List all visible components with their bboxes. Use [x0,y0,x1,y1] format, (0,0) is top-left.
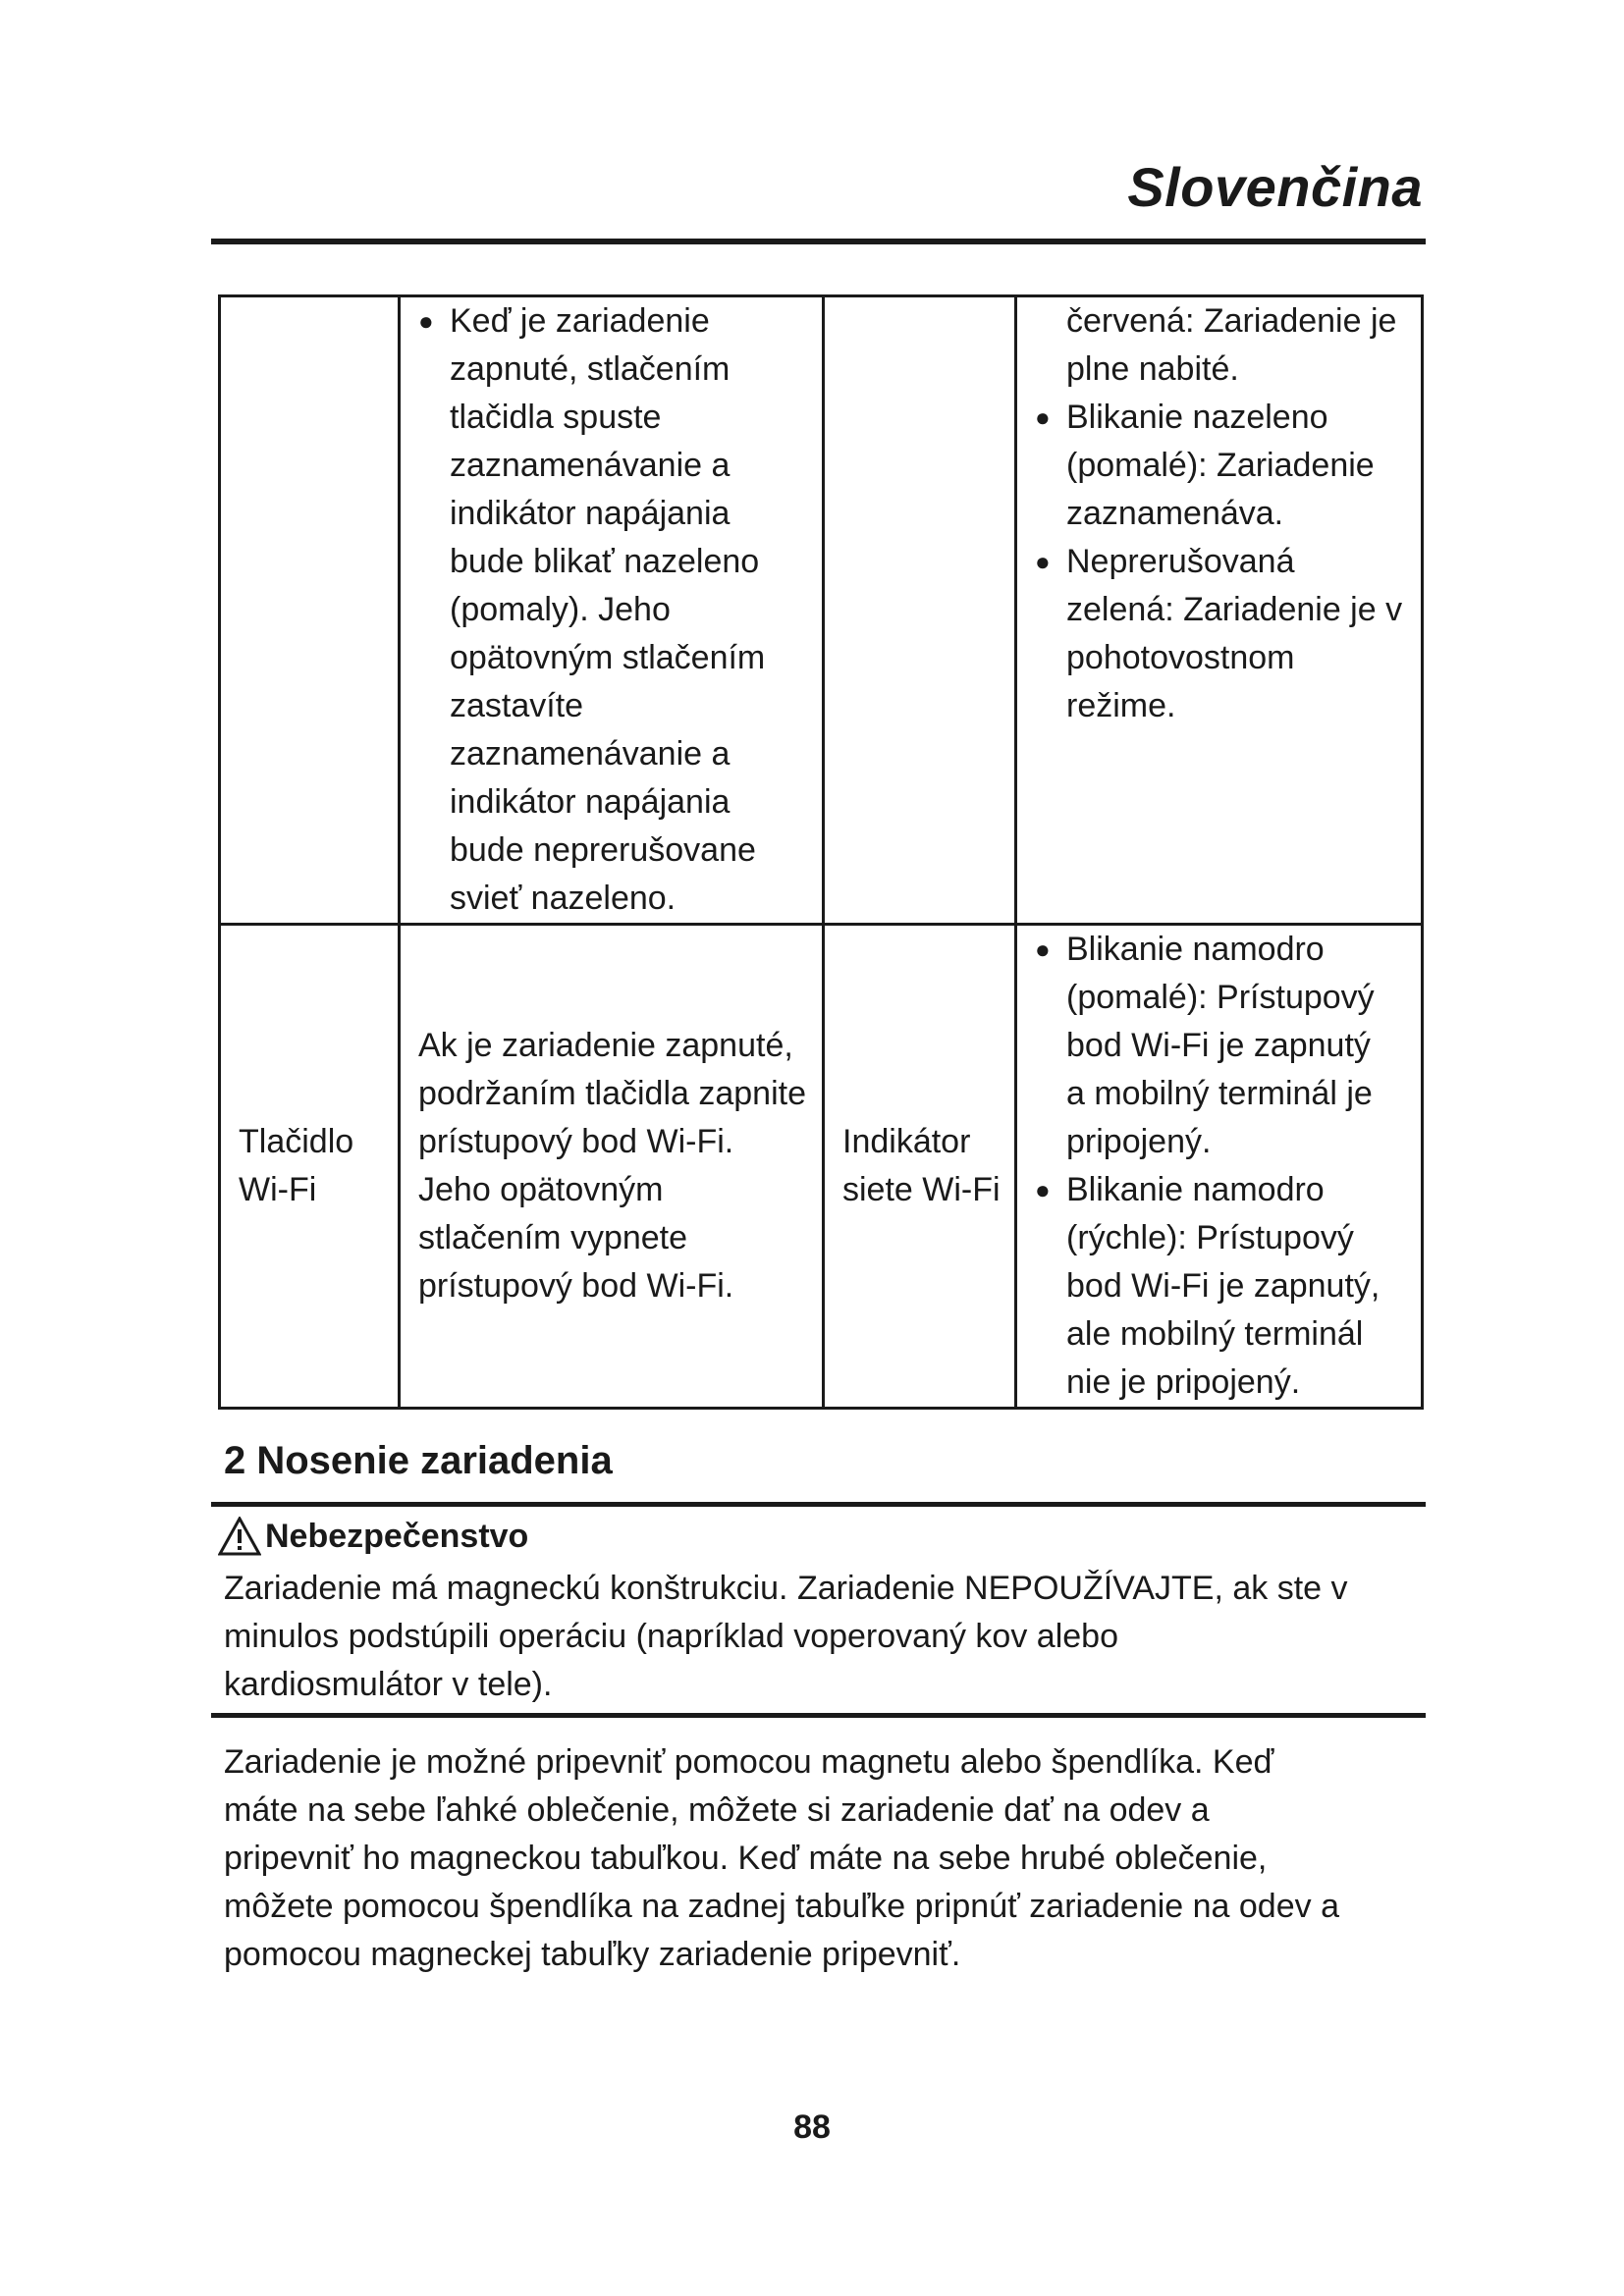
warning-bottom-rule [211,1713,1426,1718]
header-rule [211,239,1426,244]
table-row [220,296,1423,925]
table-cell [220,296,400,925]
text-line: Zariadenie je možné pripevniť pomocou magnetu alebo špendlíka. Keď [224,1743,1274,1781]
warning-label: Nebezpečenstvo [265,1518,529,1555]
cell-line: režime. [1066,687,1176,724]
text-line: pripevniť ho magneckou tabuľkou. Keď máte na sebe hrubé oblečenie, [224,1840,1268,1877]
spec-table [218,294,1424,1410]
cell-line: pohotovostnom [1066,639,1295,676]
cell-line: nie je pripojený. [1066,1363,1301,1401]
list-item: ● Keď je zariadenie [418,297,822,346]
bullet-list [1035,926,1421,974]
warning-top-rule [211,1502,1426,1507]
list-item: ● Blikanie namodro [1035,926,1421,974]
page-number: 88 [793,2109,831,2146]
table-row [220,925,1423,1409]
cell-line: Wi-Fi [239,1171,317,1208]
table-cell [824,925,1016,1409]
cell-line: zaznamenávanie a [450,735,731,773]
table-cell [824,296,1016,925]
cell-line: prístupový bod Wi-Fi. [418,1267,734,1305]
cell-line: svieť nazeleno. [450,880,677,917]
text-line: kardiosmulátor v tele). [224,1666,553,1703]
warning-heading [218,1517,528,1556]
cell-line: (pomalé): Zariadenie [1066,447,1375,484]
cell-line: (rýchle): Prístupový [1066,1219,1354,1256]
bullet-list [418,297,822,346]
page-header-title: Slovenčina [1127,156,1423,218]
cell-line: zastavíte [450,687,584,724]
cell-line: ale mobilný terminál [1066,1315,1364,1353]
text-line: Zariadenie má magneckú konštrukciu. Zariadenie NEPOUŽÍVAJTE, ak ste v [224,1570,1348,1607]
bullet-list [1035,1166,1421,1214]
cell-line: plne nabité. [1066,350,1239,388]
section-title: 2 Nosenie zariadenia [224,1439,613,1482]
cell-line: zapnuté, stlačením [450,350,731,388]
cell-line: bude blikať nazeleno [450,543,760,580]
cell-line: a mobilný terminál je [1066,1075,1373,1112]
cell-line: opätovným stlačením [450,639,766,676]
cell-line: Indikátor [842,1123,971,1160]
cell-line: indikátor napájania [450,495,731,532]
cell-line: bude neprerušovane [450,831,756,869]
cell-line: podržaním tlačidla zapnite [418,1075,807,1112]
cell-line: zaznamenávanie a [450,447,731,484]
list-item: ● Blikanie namodro [1035,1166,1421,1214]
table-cell [1016,296,1423,925]
cell-line: zelená: Zariadenie je v [1066,591,1403,628]
cell-line: Ak je zariadenie zapnuté, [418,1027,793,1064]
cell-line: pripojený. [1066,1123,1212,1160]
cell-line: červená: Zariadenie je [1066,302,1397,340]
text-line: môžete pomocou špendlíka na zadnej tabuľke pripnúť zariadenie na odev a [224,1888,1339,1925]
bullet-list [1035,394,1421,442]
cell-line: Tlačidlo [239,1123,354,1160]
table-cell [1016,925,1423,1409]
text-line: pomocou magneckej tabuľky zariadenie pripevniť. [224,1936,961,1973]
cell-line: indikátor napájania [450,783,731,821]
cell-line: tlačidla spuste [450,399,662,436]
body-paragraph [224,1738,1441,1979]
list-item: ● Blikanie nazeleno [1035,394,1421,442]
text-line: minulos podstúpili operáciu (napríklad voperovaný kov alebo [224,1618,1118,1655]
cell-line: bod Wi-Fi je zapnutý [1066,1027,1371,1064]
list-item: ● Neprerušovaná [1035,538,1421,586]
cell-line: Jeho opätovným [418,1171,664,1208]
table-cell [400,296,824,925]
table-cell [400,925,824,1409]
cell-line: prístupový bod Wi-Fi. [418,1123,734,1160]
bullet-list [1035,538,1421,586]
warning-text [224,1565,1441,1709]
cell-line: zaznamenáva. [1066,495,1284,532]
warning-icon [218,1517,261,1556]
cell-line: stlačením vypnete [418,1219,688,1256]
cell-line: bod Wi-Fi je zapnutý, [1066,1267,1380,1305]
cell-line: (pomalé): Prístupový [1066,979,1375,1016]
text-line: máte na sebe ľahké oblečenie, môžete si zariadenie dať na odev a [224,1791,1210,1829]
cell-line: siete Wi-Fi [842,1171,1001,1208]
table-cell [220,925,400,1409]
cell-line: (pomaly). Jeho [450,591,671,628]
